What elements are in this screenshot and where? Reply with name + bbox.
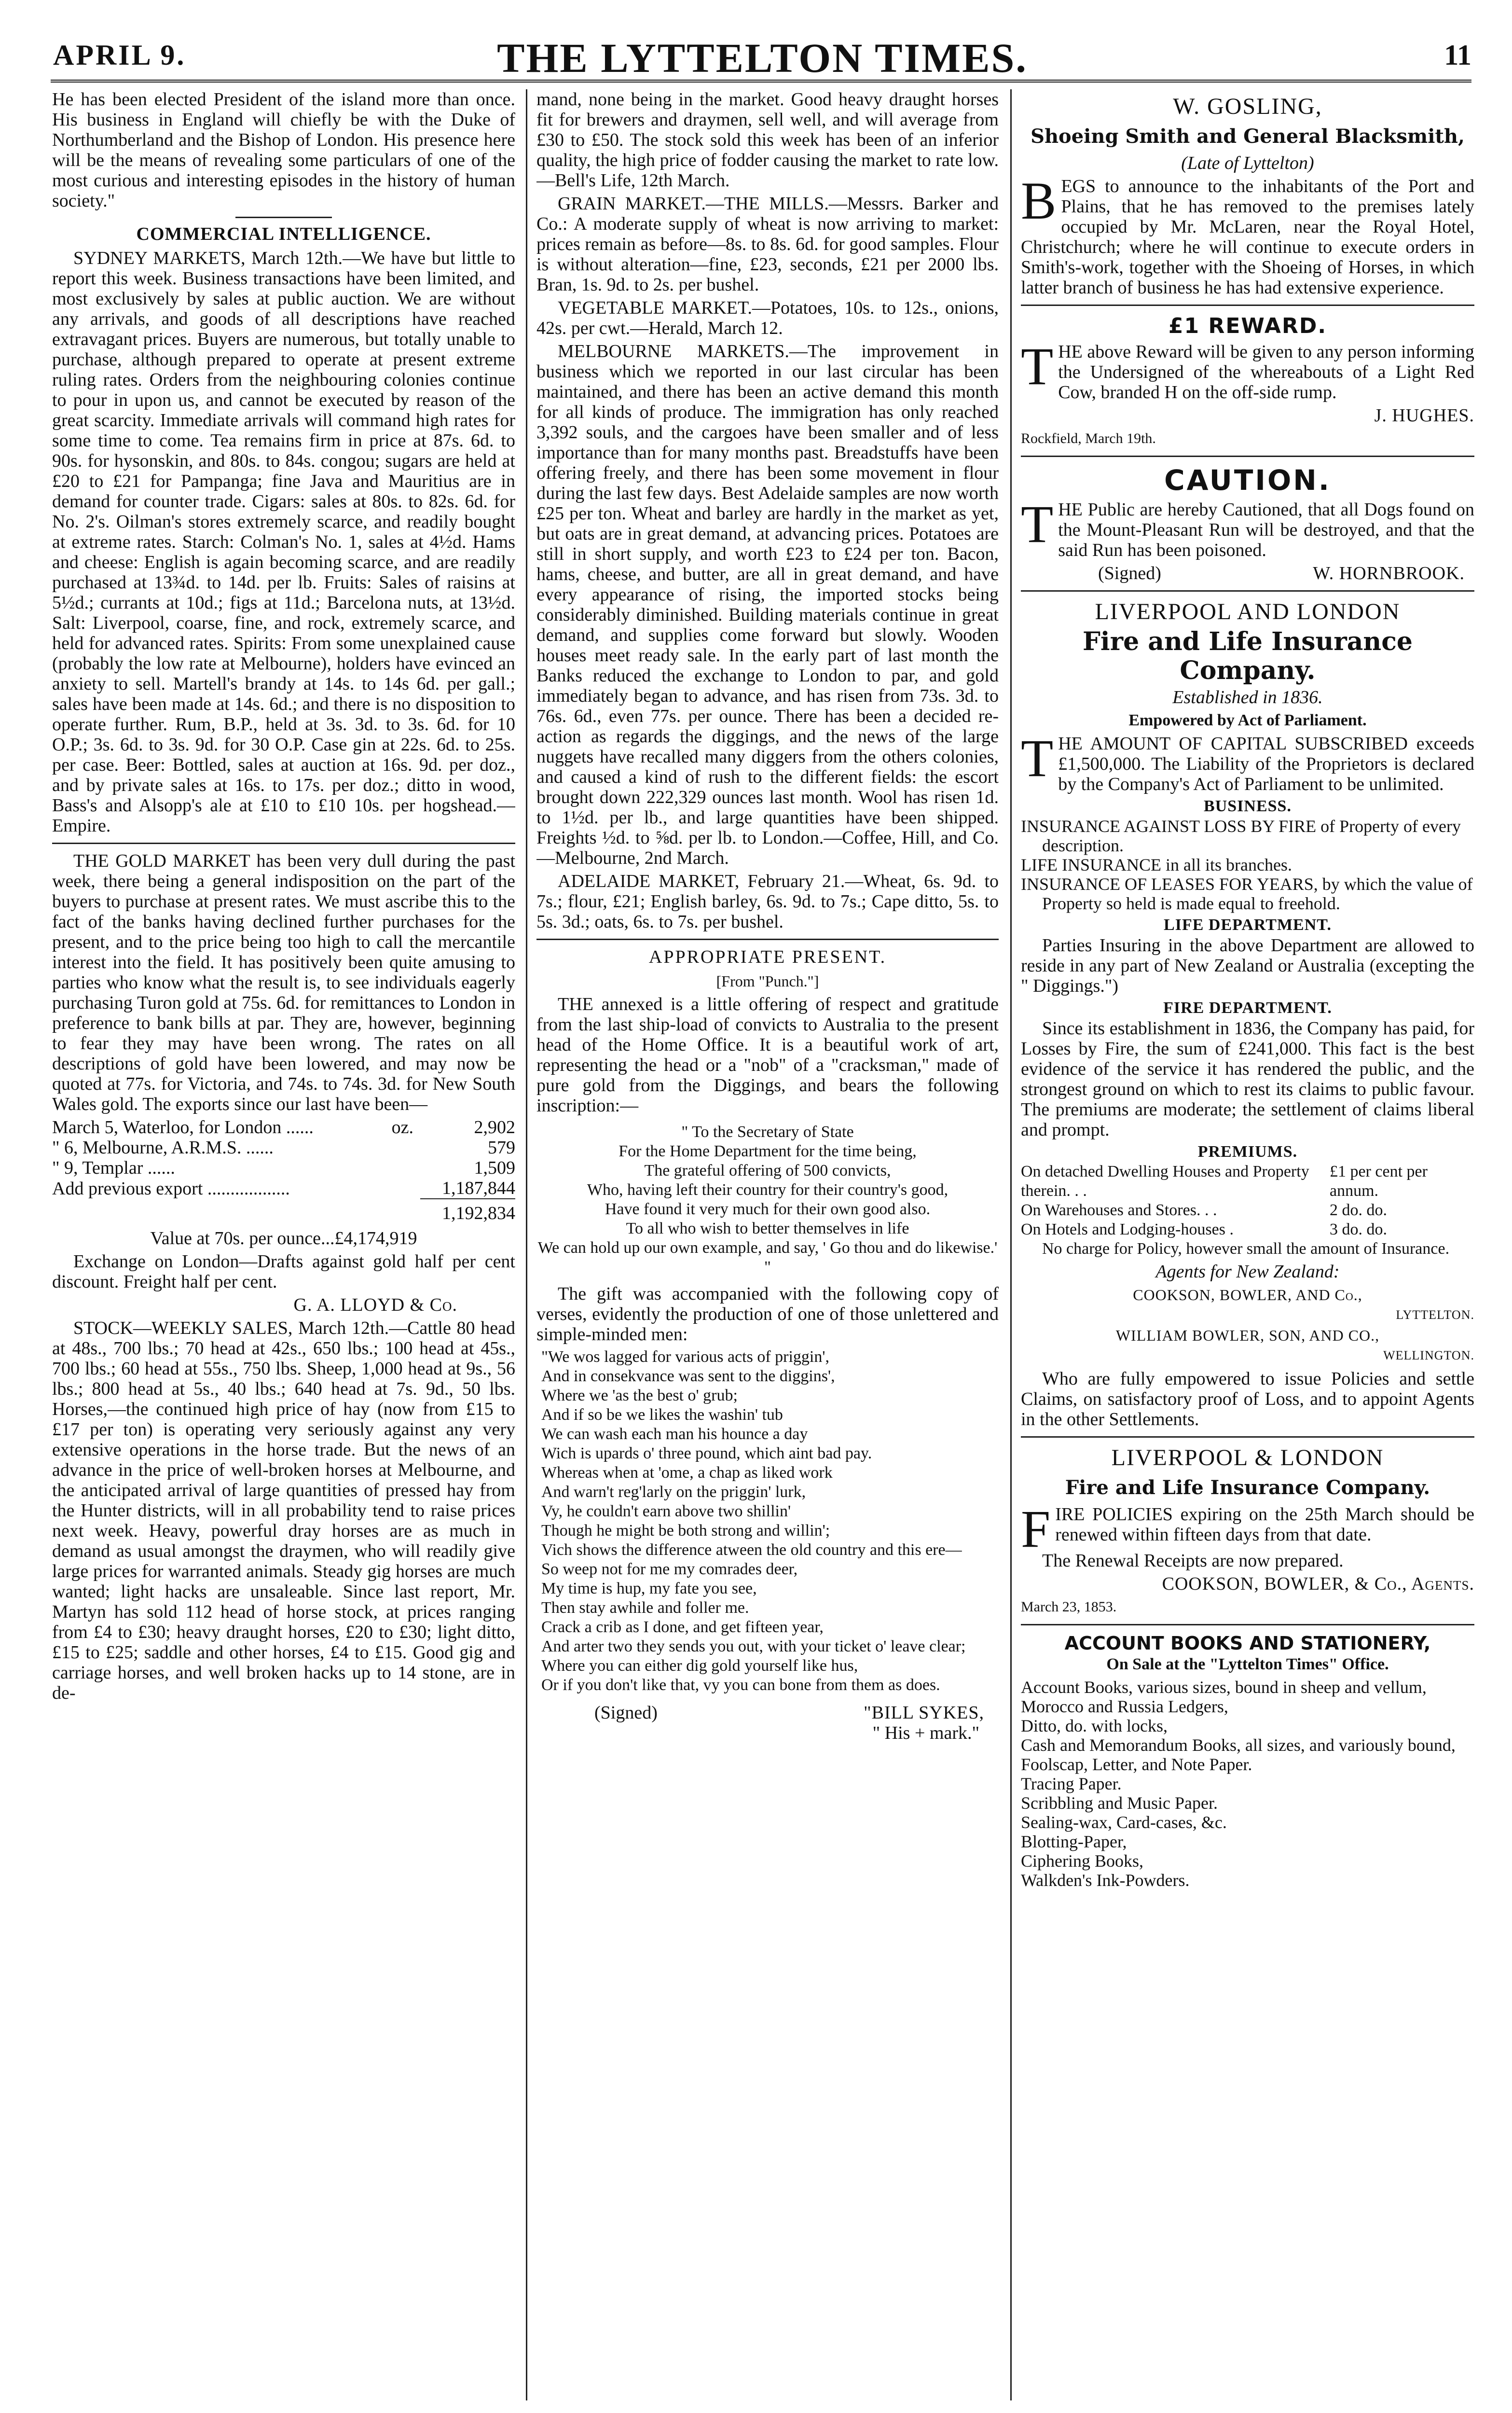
list-item: Walkden's Ink-Powders. — [1021, 1871, 1190, 1890]
sydney-markets: SYDNEY MARKETS, March 12th.—We have but little to report this week. Business transactions have been limited, and most exclusively by sales at public auction. We are without any arrivals, and goods of all descriptions have reached extravagant prices. Buyers are numerous, but totally unable to purchase, although prepared to operate at present extreme ruling rates. Orders from the neighbouring colonies continue to pour in upon us, and cannot be executed by reason of the great scarcity. Immediate arrivals will command high rates for some time to come. Tea remains firm in price at 87s. 6d. to 90s. for hysonskin, and 80s. to 84s. congou; sugars are held at £20 to £21 for Pampanga; fine Java and Mauritius are in demand for counter trade. Cigars: sales at 80s. to 82s. 6d. for No. 2's. Oilman's stores extremely scarce, and readily bought at extreme rates. Starch: Colman's No. 1, sales at 4½d. Hams and cheese: English is again becoming scarce, and are readily purchased at 13¾d. to 14d. per lb. Fruits: Sales of raisins at 5½d.; currants at 10d.; figs at 11d.; Barcelona nuts, at 13½d. Salt: Liverpool, coarse, fine, and rock, extremely scarce, and held for advanced rates. Spirits: From some unexplained cause (probably the low rate at Melbourne), holders have evinced an anxiety to sell. Martell's brandy at 14s. to 14s 6d. per gall.; sales have been made at 14s. 6d.; and there is no disposition to operate further. Rum, B.P., held at 3s. 3d. to 3s. 6d. for 10 O.P.; 3s. 6d. to 3s. 9d. for 30 O.P. Case gin at 22s. 6d. to 25s. per case. Beer: Bottled, sales at auction at 16s. 9d. per doz., and by private sales at 16s. to 17s. per doz.; ditto in wood, Bass's and Alsopp's ale at £10 to £10 10s. per hogshead.—Empire. — [52, 248, 515, 836]
column-two — [536, 89, 999, 2400]
column-one — [52, 89, 515, 2400]
signer-mark: " His + mark." — [872, 1723, 979, 1743]
verse-line: And in consekvance was sent to the diggins', — [541, 1367, 835, 1385]
export-label: " 6, Melbourne, A.R.M.S. ...... — [52, 1137, 274, 1158]
agent-two-place: WELLINGTON. — [1383, 1348, 1474, 1362]
export-label: " 9, Templar ...... — [52, 1158, 175, 1178]
renewal-text: The Renewal Receipts are now prepared. — [1042, 1551, 1344, 1571]
inscription — [536, 1123, 999, 1277]
short-rule — [235, 217, 332, 218]
fire-heading: FIRE DEPARTMENT. — [1163, 999, 1332, 1017]
fire-policies-dropcap: F — [1021, 1499, 1051, 1558]
insurance2-company: Fire and Life Insurance Company. — [1065, 1476, 1430, 1499]
exports-table — [52, 1117, 515, 1223]
page-number: 11 — [1444, 39, 1471, 71]
melbourne-markets: MELBOURNE MARKETS.—The improvement in business which we reported in our last circular has been maintained, and there has been an active demand this month for all kinds of produce. The immigration has only reached 3,392 souls, and the cargoes have been smaller and of less importance than for many months past. Breadstuffs have been offering freely, and there has been some movement in flour during the last few days. Best Adelaide samples are now worth £25 per ton. Wheat and barley are hardly in the market as yet, but oats are in great demand, at advancing prices. Potatoes are still in short supply, and worth £23 to £24 per ton. Bacon, hams, cheese, and butter, are all in great demand, and have every appearance of rising, the imported stocks being considerably diminished. Building materials continue in great demand, and supplies come forward but slowly. Wooden houses meet ready sale. In the early part of last month the Banks reduced the exchange to London to par, and gold immediately began to advance, and has risen from 73s. 3d. to 76s. 6d., even 77s. per ounce. There has been a decided re-action as regards the diggings, and the news of the large nuggets have recalled many diggers from the others colonies, and caused a kind of rush to the different fields: the escort brought down 222,329 ounces last month. Wool has risen 1d. to 1½d. per lb., and large quantities have been shipped. Freights ½d. to ⅝d. per lb. to London.—Coffee, Hill, and Co.—Melbourne, 2nd March. — [536, 341, 999, 868]
verse-line: Though he might be both strong and willin'; — [541, 1522, 830, 1539]
books-subtitle: On Sale at the "Lyttelton Times" Office. — [1106, 1655, 1389, 1673]
inscription-line: We can hold up our own example, and say, ' Go thou and do likewise.' " — [537, 1239, 998, 1276]
books-list — [1021, 1678, 1474, 1890]
present-text: THE annexed is a little offering of respect and gratitude from the last ship-load of convicts to Australia to the present head of the Home Office. It is a beautiful work of art, representing the head or a "nob" of a "cracksman," made of pure gold from the Diggings, and bears the following inscription:— — [536, 994, 999, 1116]
list-item: Foolscap, Letter, and Note Paper. — [1021, 1755, 1252, 1774]
insurance-established: Established in 1836. — [1172, 687, 1323, 707]
commercial-heading: COMMERCIAL INTELLIGENCE. — [136, 224, 431, 244]
export-value: 1,187,844 — [442, 1178, 515, 1198]
gosling-trade: Shoeing Smith and General Blacksmith, — [1031, 125, 1465, 148]
capital-text: HE AMOUNT OF CAPITAL SUBSCRIBED exceeds £1,500,000. The Liability of the Proprietors is declared by the Company's Act of Parliament to be unlimited. — [1058, 734, 1474, 794]
table-row — [1021, 1162, 1474, 1201]
verse-line: Wich is upards o' three pound, which aint bad pay. — [541, 1444, 872, 1462]
export-label: March 5, Waterloo, for London ...... — [52, 1117, 314, 1137]
verse-line: And if so be we likes the washin' tub — [541, 1406, 783, 1424]
separator — [1021, 590, 1474, 592]
premium-rate: 2 do. do. — [1330, 1201, 1387, 1219]
no-charge: No charge for Policy, however small the amount of Insurance. — [1042, 1240, 1450, 1258]
reward-place: Rockfield, March 19th. — [1021, 430, 1156, 446]
separator — [1021, 305, 1474, 306]
export-value: 2,902 — [474, 1117, 515, 1137]
present-source: [From "Punch."] — [716, 972, 819, 990]
sykes-signature — [536, 1703, 999, 1723]
premium-what: On Hotels and Lodging-houses . — [1021, 1220, 1234, 1238]
column-divider — [526, 89, 527, 2400]
caution-signature — [1021, 563, 1474, 583]
fire-policies-text: IRE POLICIES expiring on the 25th March should be renewed within fifteen days from that date. — [1055, 1504, 1474, 1545]
verse-line: And warn't reg'larly on the priggin' lurk, — [541, 1483, 806, 1501]
inscription-line: The grateful offering of 500 convicts, — [644, 1162, 891, 1179]
renewal-date: March 23, 1853. — [1021, 1599, 1117, 1615]
exchange: Exchange on London—Drafts against gold half per cent discount. Freight half per cent. — [52, 1251, 515, 1292]
reward-title: £1 REWARD. — [1168, 314, 1327, 338]
verse-line: Crack a crib as I done, and get fifteen year, — [541, 1618, 824, 1636]
premiums-heading: PREMIUMS. — [1197, 1143, 1298, 1161]
capital-dropcap: T — [1021, 729, 1054, 788]
gosling-dropcap: B — [1021, 171, 1057, 230]
adelaide-market: ADELAIDE MARKET, February 21.—Wheat, 6s. 9d. to 7s.; flour, £21; English barley, 6s. 9d. to 7s.; Cape ditto, 5s. to 5s. 3d.; oats, 6s. to 7s. per bushel. — [536, 871, 999, 932]
verse-line: And arter two they sends you out, with your ticket o' leave clear; — [541, 1637, 966, 1655]
verse-line: Then stay awhile and foller me. — [541, 1599, 749, 1617]
exports-total: 1,192,834 — [420, 1199, 515, 1223]
inscription-line: To all who wish to better themselves in life — [626, 1220, 909, 1237]
premium-rate: £1 per cent per annum. — [1330, 1163, 1428, 1200]
reward-text: HE above Reward will be given to any person informing the Undersigned of the whereabouts of a Light Red Cow, branded H on the off-side rump. — [1058, 342, 1474, 402]
caution-dropcap: T — [1021, 495, 1054, 554]
premium-what: On Warehouses and Stores. . . — [1021, 1201, 1217, 1219]
export-unit — [392, 1137, 420, 1158]
inscription-line: Have found it very much for their own good also. — [605, 1200, 931, 1218]
grain-market: GRAIN MARKET.—THE MILLS.—Messrs. Barker and Co.: A moderate supply of wheat is now arriving to market: prices remain as before—8s. to 8s. 6d. for good samples. Flour is without alteration—fine, £23, seconds, £21 per 2000 lbs. Bran, 1s. 9d. to 2s. per bushel. — [536, 194, 999, 295]
premiums-table — [1021, 1162, 1474, 1239]
signer-name: "BILL SYKES, — [864, 1703, 984, 1723]
agent-one-place: LYTTELTON. — [1396, 1308, 1474, 1322]
list-item: Account Books, various sizes, bound in sheep and vellum, — [1021, 1678, 1427, 1697]
table-row — [52, 1117, 515, 1137]
inscription-line: Who, having left their country for their country's good, — [587, 1181, 948, 1199]
premium-rate: 3 do. do. — [1330, 1220, 1387, 1238]
table-row — [52, 1158, 515, 1178]
separator — [52, 843, 515, 844]
verse-line: "We wos lagged for various acts of priggin', — [541, 1348, 830, 1366]
signed-label: (Signed) — [594, 1703, 658, 1723]
verses-intro: The gift was accompanied with the following copy of verses, evidently the production of one of those unlettered and simple-minded men: — [536, 1284, 999, 1345]
masthead — [53, 34, 1471, 87]
separator — [1021, 1436, 1474, 1438]
agents-text: Who are fully empowered to issue Policies and settle Claims, on satisfactory proof of Loss, and to appoint Agents in the other Settlements. — [1021, 1369, 1474, 1429]
books-title: ACCOUNT BOOKS AND STATIONERY, — [1064, 1633, 1431, 1654]
insurance2-title: LIVERPOOL & LONDON — [1111, 1445, 1384, 1470]
list-item: Blotting-Paper, — [1021, 1832, 1127, 1851]
vegetable-market: VEGETABLE MARKET.—Potatoes, 10s. to 12s., onions, 42s. per cwt.—Herald, March 12. — [536, 298, 999, 338]
export-unit — [392, 1178, 420, 1199]
list-item: Ciphering Books, — [1021, 1851, 1144, 1871]
newspaper-title: THE LYTTELTON TIMES. — [497, 35, 1028, 81]
separator — [1021, 1624, 1474, 1625]
caution-signer: W. HORNBROOK. — [1313, 563, 1465, 583]
list-item: LIFE INSURANCE in all its branches. — [1021, 855, 1292, 874]
separator — [1021, 456, 1474, 457]
verse-line: Vich shows the difference atween the old country and this ere— — [541, 1541, 962, 1559]
caution-text: HE Public are hereby Cautioned, that all Dogs found on the Mount-Pleasant Run will be destroyed, and that the said Run has been poisoned. — [1058, 499, 1474, 560]
gosling-text: EGS to announce to the inhabitants of the Port and Plains, that he has removed to the premises lately occupied by Mr. McLaren, near the Royal Hotel, Christchurch; where he will continue to execute orders in Smith's-work, together with the Shoeing of Horses, in which latter branch of business he has had extensive experience. — [1021, 176, 1474, 298]
agent-two: WILLIAM BOWLER, SON, AND CO., — [1115, 1327, 1380, 1344]
inscription-line: For the Home Department for the time being, — [619, 1142, 917, 1160]
business-list — [1021, 817, 1474, 913]
export-value: 579 — [488, 1137, 515, 1158]
insurance-title: LIVERPOOL AND LONDON — [1095, 599, 1401, 624]
gosling-late: (Late of Lyttelton) — [1181, 153, 1314, 173]
lloyd-signature: G. A. LLOYD & Co. — [293, 1295, 457, 1315]
inscription-line: " To the Secretary of State — [681, 1123, 854, 1141]
intro-paragraph: He has been elected President of the island more than once. His business in England will chiefly be with the Duke of Northumberland and the Bishop of London. His presence here will be the means of revealing some particulars of one of the most curious and interesting episodes in the history of human society." — [52, 89, 515, 211]
verse-line: My time is hup, my fate you see, — [541, 1580, 757, 1597]
value-line: Value at 70s. per ounce...£4,174,919 — [150, 1228, 417, 1248]
verse-line: We can wash each man his hounce a day — [541, 1425, 808, 1443]
list-item: Sealing-wax, Card-cases, &c. — [1021, 1813, 1227, 1832]
fire-text: Since its establishment in 1836, the Company has paid, for Losses by Fire, the sum of £241,000. This fact is the best evidence of the service it has rendered the public, and the strongest ground on which to rest its claims to public favour. The premiums are moderate; the settlement of claims liberal and prompt. — [1021, 1018, 1474, 1140]
horse-continued: mand, none being in the market. Good heavy draught horses fit for brewers and draymen, sell well, and will average from £30 to £50. The stock sold this week has been of an inferior quality, the high price of fodder causing the market to rate low.—Bell's Life, 12th March. — [536, 89, 999, 191]
insurance-company: Fire and Life Insurance Company. — [1083, 627, 1413, 685]
table-row — [1021, 1220, 1474, 1239]
agents-heading: Agents for New Zealand: — [1155, 1262, 1340, 1282]
column-three — [1021, 89, 1474, 2400]
stock-sales: STOCK—WEEKLY SALES, March 12th.—Cattle 80 head at 48s., 700 lbs.; 70 head at 42s., 650 lbs.; 100 head at 45s., 700 lbs.; 60 head at 55s., 750 lbs. Sheep, 1,000 head at 9s., 56 lbs.; 800 head at 5s., 40 lbs.; 640 head at 7s. 9d., 50 lbs. Horses,—the continued high price of hay (now from £15 to £17 per ton) is operating very seriously against any very extensive operations in the horse trade. But the news of an advance in the price of well-broken horses at Melbourne, and the anticipated arrival of large quantities of pressed hay from the Hunter districts, will in all probability tend to raise prices next week. Heavy, powerful dray horses are as much in demand as usual amongst the draymen, who will readily give large prices for warranted animals. Steady gig horses are much wanted; light hacks are unsaleable. Since last report, Mr. Martyn has sold 112 head of horse stock, at prices ranging from £4 to £30; heavy draught horses, £20 to £30; light ditto, £15 to £25; saddle and other horses, £4 to £15. Good gig and carriage horses, and well broken hacks up to 14 stone, are in de- — [52, 1318, 515, 1703]
list-item: INSURANCE AGAINST LOSS BY FIRE of Property of every description. — [1021, 817, 1461, 855]
reward-dropcap: T — [1021, 337, 1054, 396]
list-item: Tracing Paper. — [1021, 1774, 1122, 1793]
present-heading: APPROPRIATE PRESENT. — [648, 947, 887, 967]
list-item: Scribbling and Music Paper. — [1021, 1793, 1218, 1813]
table-row — [52, 1199, 515, 1223]
list-item: Ditto, do. with locks, — [1021, 1716, 1168, 1735]
renewal-signature: COOKSON, BOWLER, & Co., Agents. — [1162, 1574, 1474, 1594]
business-heading: BUSINESS. — [1204, 797, 1292, 815]
life-heading: LIFE DEPARTMENT. — [1164, 916, 1332, 934]
masthead-rule — [51, 80, 1471, 83]
table-row — [52, 1137, 515, 1158]
table-row — [52, 1178, 515, 1199]
caution-signed: (Signed) — [1098, 563, 1161, 583]
verse-line: Whereas when at 'ome, a chap as liked work — [541, 1464, 833, 1482]
reward-signature: J. HUGHES. — [1374, 405, 1474, 426]
life-text: Parties Insuring in the above Department are allowed to reside in any part of New Zealand or Australia (excepting the " Diggings.") — [1021, 935, 1474, 996]
export-unit: oz. — [391, 1117, 414, 1137]
verse-line: Where you can either dig gold yourself like hus, — [541, 1657, 858, 1675]
list-item: INSURANCE OF LEASES FOR YEARS, by which the value of Property so held is made equal to freehold. — [1021, 874, 1473, 913]
export-label: Add previous export .................. — [52, 1178, 290, 1199]
table-row — [1021, 1201, 1474, 1220]
verse-line: So weep not for me my comrades deer, — [541, 1560, 798, 1578]
column-divider — [1010, 89, 1012, 2400]
gosling-name: W. GOSLING, — [1173, 94, 1322, 119]
list-item: Morocco and Russia Ledgers, — [1021, 1697, 1228, 1716]
export-unit — [392, 1158, 420, 1178]
export-value: 1,509 — [474, 1158, 515, 1178]
verse-line: Vy, he couldn't earn above two shillin' — [541, 1502, 791, 1520]
insurance-act: Empowered by Act of Parliament. — [1128, 711, 1367, 729]
issue-date: APRIL 9. — [53, 39, 186, 71]
premium-what: On detached Dwelling Houses and Property therein. . . — [1021, 1163, 1309, 1200]
list-item: Cash and Memorandum Books, all sizes, and variously bound, — [1021, 1735, 1456, 1755]
verse-line: Where we 'as the best o' grub; — [541, 1387, 738, 1404]
verses — [541, 1347, 999, 1695]
gold-market: THE GOLD MARKET has been very dull during the past week, there being a general indisposition on the part of the buyers to purchase at present rates. We must ascribe this to the fact of the banks having declined further purchases for the present, and to the price being too high to call the mercantile interest into the field. It has positively been quite amusing to parties who know what the result is, to see individuals eagerly purchasing Turon gold at 75s. 6d. for remittances to London in preference to bank bills at par. They are, however, beginning to fear they may have been wrong. The rates on all descriptions of gold have been lowered, and may now be quoted at 77s. for Victoria, and 74s. to 74s. 3d. for New South Wales gold. The exports since our last have been— — [52, 851, 515, 1114]
agent-one: COOKSON, BOWLER, AND Co., — [1133, 1286, 1362, 1304]
caution-title: CAUTION. — [1164, 464, 1331, 497]
separator — [536, 939, 999, 940]
verse-line: Or if you don't like that, vy you can bone from them as does. — [541, 1676, 940, 1694]
